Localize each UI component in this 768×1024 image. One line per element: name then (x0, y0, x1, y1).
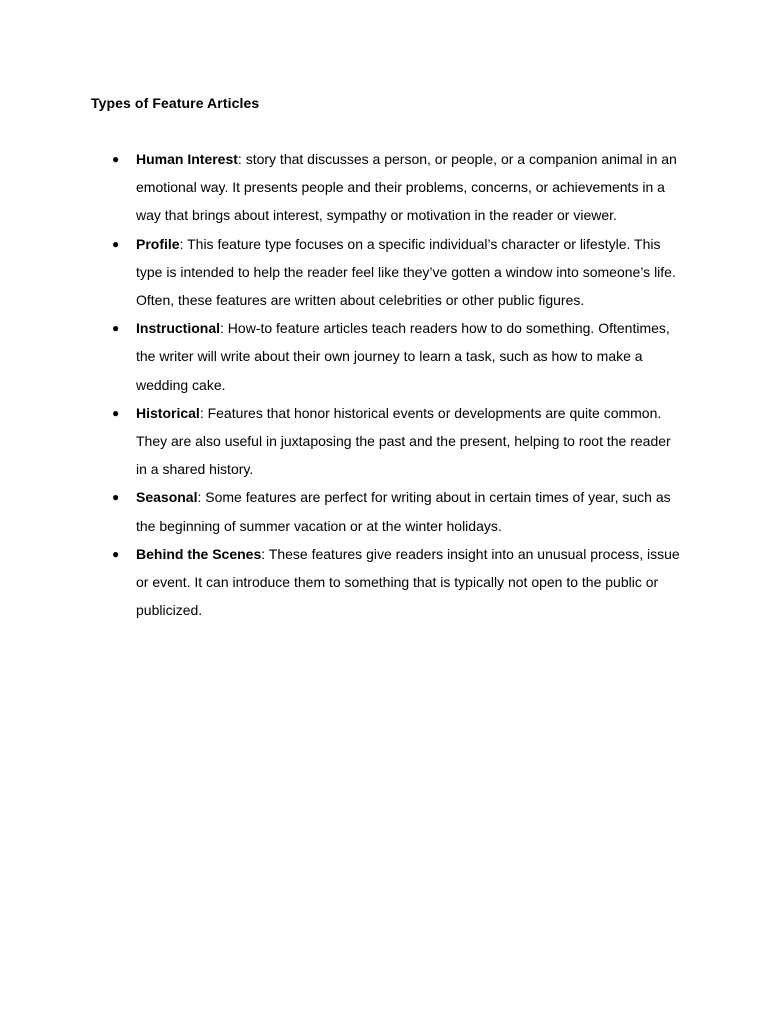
bullet-icon: ● (112, 490, 120, 505)
document-title: Types of Feature Articles (91, 95, 260, 111)
list-item-term: Seasonal (136, 489, 198, 506)
bullet-icon: ● (112, 152, 120, 166)
list-item-instructional (112, 314, 682, 399)
list-item-description: : How-to feature articles teach readers how to do something. Oftentimes, the writer will write about their own journey to learn a task, such as how to make a wedding cake. (136, 320, 670, 393)
bullet-icon: ● (112, 236, 120, 251)
feature-type-list (112, 145, 682, 624)
list-item-term: Instructional (136, 320, 221, 337)
list-item-description: : Some features are perfect for writing about in certain times of year, such as the beginning of summer vacation or at the winter holidays. (136, 489, 671, 534)
list-item-description: : This feature type focuses on a specific individual’s character or lifestyle. This type is intended to help the reader feel like they’ve gotten a window into someone’s life. Often, these features are written about celebrities or other public figures. (136, 235, 676, 309)
bullet-icon: ● (112, 321, 120, 336)
list-item-term: Behind the Scenes (136, 545, 262, 562)
list-item-description: : Features that honor historical events or developments are quite common. They are also useful in juxtaposing the past and the present, helping to root the reader in a shared history. (136, 404, 671, 478)
list-item-description: : story that discusses a person, or people, or a companion animal in an emotional way. It presents people and their problems, concerns, or achievements in a way that brings about interest, sympathy or motivation in the reader or viewer. (136, 151, 677, 224)
bullet-icon: ● (112, 405, 120, 420)
list-item-term: Historical (136, 404, 200, 421)
list-item-behind-the-scenes (112, 540, 682, 625)
bullet-icon: ● (112, 546, 120, 561)
list-item-human-interest (112, 145, 682, 230)
list-item-seasonal (112, 483, 682, 539)
list-item-profile (112, 230, 682, 315)
list-item-term: Human Interest (136, 151, 238, 167)
list-item-historical (112, 399, 682, 484)
list-item-description: : These features give readers insight into an unusual process, issue or event. It can introduce them to something that is typically not open to the public or publicized. (136, 545, 680, 619)
list-item-term: Profile (136, 235, 180, 252)
